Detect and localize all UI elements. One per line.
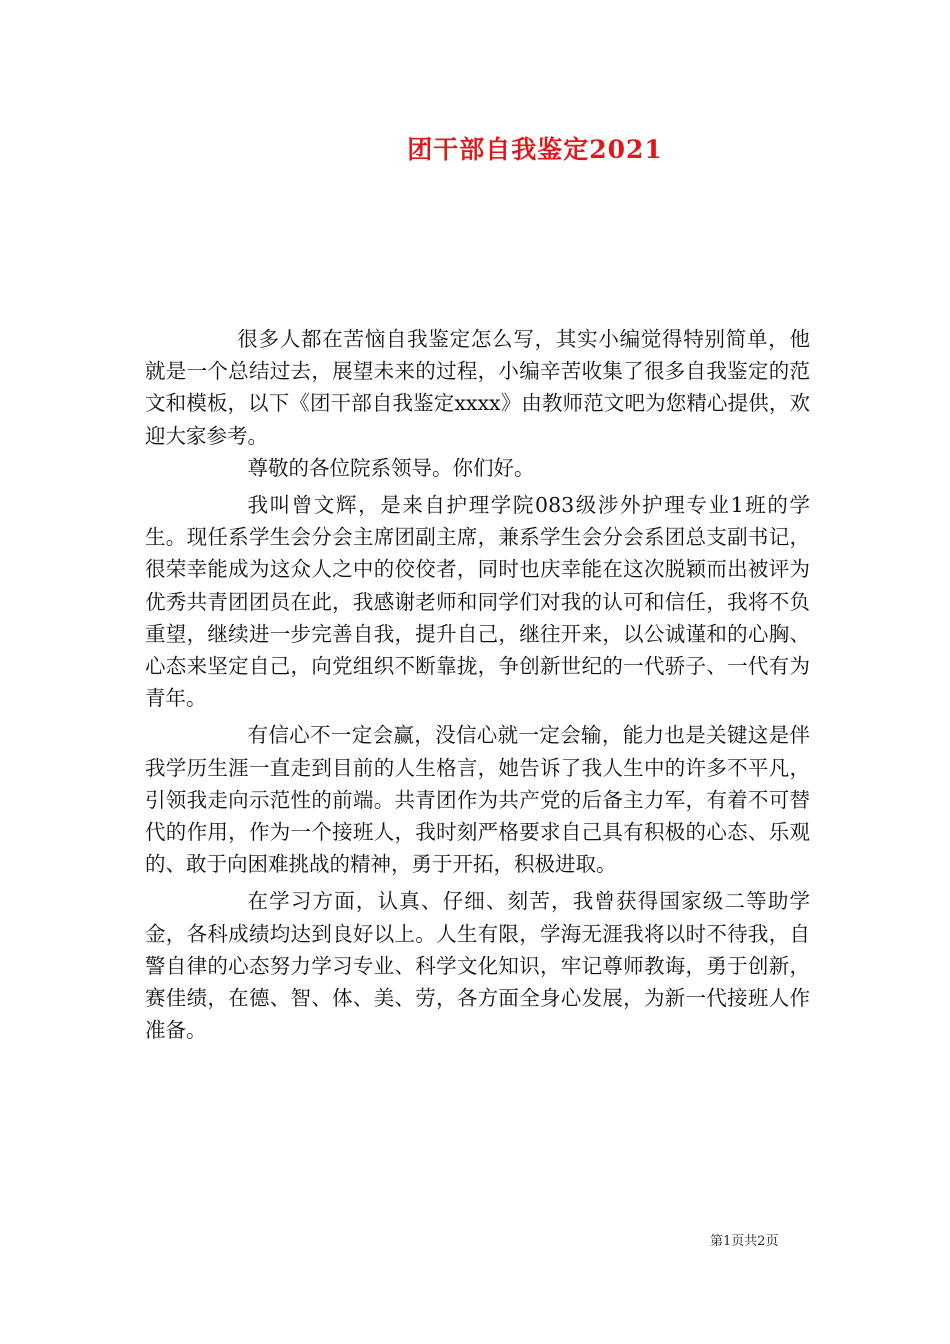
paragraph-self-introduction: 我叫曾文辉，是来自护理学院083级涉外护理专业1班的学生。现任系学生会分会主席团副主席，兼系学生会分会系团总支副书记，很荣幸能成为这众人之中的佼佼者，同时也庆幸能在这次脱颖而出被评为优秀共青团团员在此，我感谢老师和同学们对我的认可和信任，我将不负重望，继续进一步完善自我，提升自己，继往开来，以公诚谨和的心胸、心态来坚定自己，向党组织不断靠拢，争创新世纪的一代骄子、一代有为青年。 <box>145 493 810 711</box>
paragraph-motto: 有信心不一定会赢，没信心就一定会输，能力也是关键这是伴我学历生涯一直走到目前的人生格言，她告诉了我人生中的许多不平凡，引领我走向示范性的前端。共青团作为共产党的后备主力军，有着不可替代的作用，作为一个接班人，我时刻严格要求自己具有积极的心态、乐观的、敢于向困难挑战的精神，勇于开拓，积极进取。 <box>145 723 810 877</box>
paragraph-greeting: 尊敬的各位院系领导。你们好。 <box>247 455 535 480</box>
page-number-footer: 第1页共2页 <box>710 1234 779 1249</box>
paragraph-intro: 很多人都在苦恼自我鉴定怎么写，其实小编觉得特别简单，他就是一个总结过去，展望未来的过程，小编辛苦收集了很多自我鉴定的范文和模板，以下《团干部自我鉴定xxxx》由教师范文吧为您精心提供，欢迎大家参考。 <box>145 327 810 448</box>
paragraph-study: 在学习方面，认真、仔细、刻苦，我曾获得国家级二等助学金，各科成绩均达到良好以上。人生有限，学海无涯我将以时不待我，自警自律的心态努力学习专业、科学文化知识，牢记尊师教诲，勇于创新，赛佳绩，在德、智、体、美、劳，各方面全身心发展，为新一代接班人作准备。 <box>145 889 810 1043</box>
document-body <box>145 323 810 1046</box>
document-title: 团干部自我鉴定2021 <box>407 135 663 164</box>
